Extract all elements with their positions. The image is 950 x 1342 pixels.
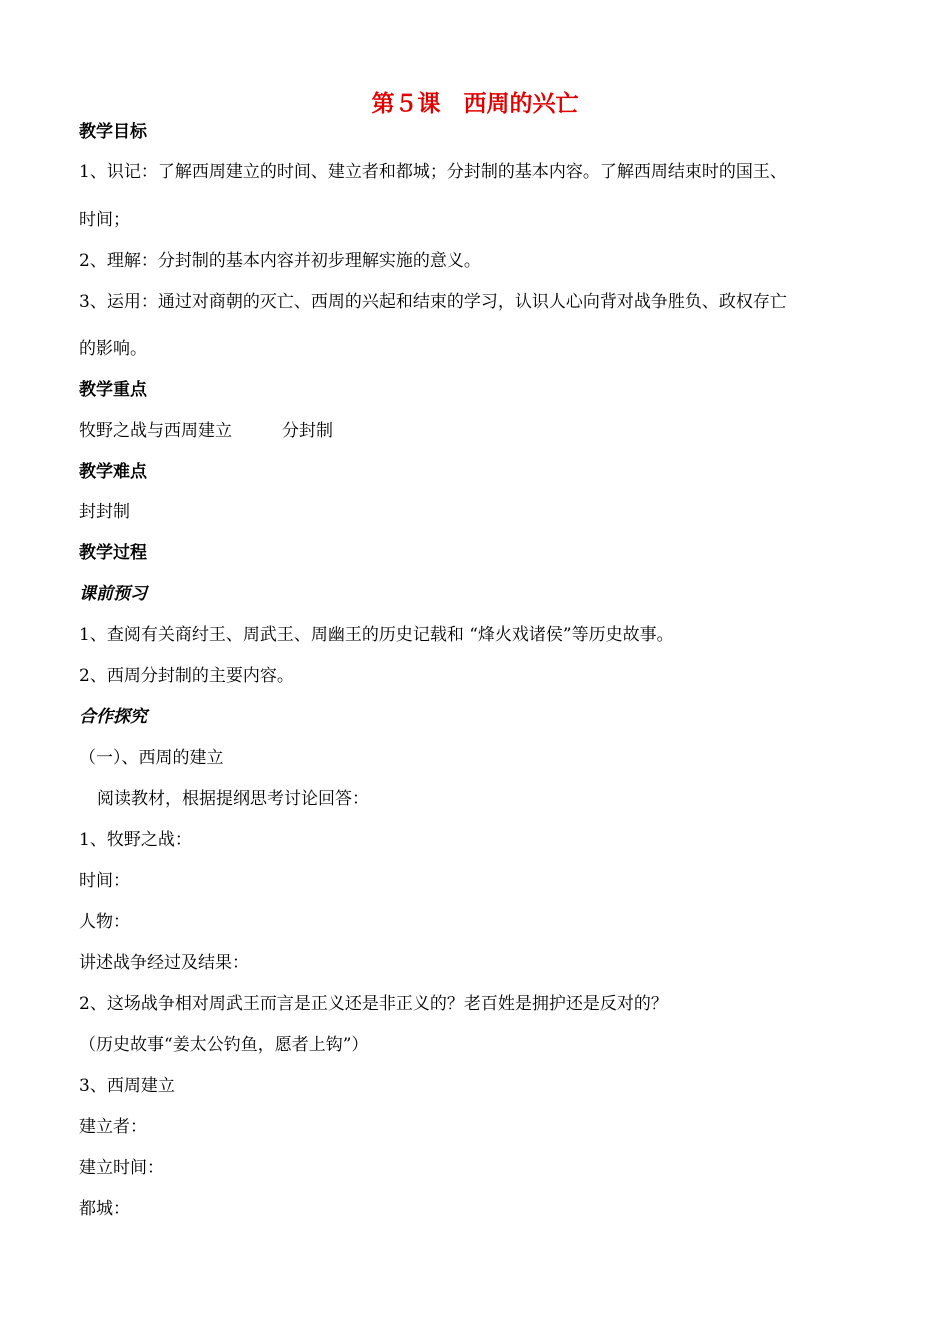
preview-item-1: 1、查阅有关商纣王、周武王、周幽王的历史记载和 “烽火戏诸侯”等历史故事。 [79, 625, 674, 645]
objective-3-line-1: 3、运用：通过对商朝的灭亡、西周的兴起和结束的学习，认识人心向背对战争胜负、政权存亡 [79, 292, 787, 312]
preview-item-2: 2、西周分封制的主要内容。 [79, 666, 294, 686]
objective-2: 2、理解：分封制的基本内容并初步理解实施的意义。 [79, 251, 481, 271]
question-3: 3、西周建立 [79, 1076, 175, 1096]
question-1: 1、牧野之战： [79, 830, 192, 850]
question-1-narrate: 讲述战争经过及结果： [79, 953, 249, 973]
process-heading: 教学过程 [79, 543, 147, 563]
objectives-heading: 教学目标 [79, 122, 147, 142]
question-3-founder: 建立者： [79, 1117, 147, 1137]
key-point-2: 分封制 [282, 421, 333, 441]
objective-3-line-2: 的影响。 [79, 339, 147, 359]
question-3-time: 建立时间： [79, 1158, 164, 1178]
key-points-heading: 教学重点 [79, 380, 147, 400]
key-points-line [79, 420, 333, 442]
difficulty-heading: 教学难点 [79, 462, 147, 482]
objective-1-line-2: 时间； [79, 210, 130, 230]
question-1-people: 人物： [79, 912, 130, 932]
question-3-capital: 都城： [79, 1199, 130, 1219]
preview-heading: 课前预习 [79, 584, 147, 604]
key-point-1: 牧野之战与西周建立 [79, 421, 232, 441]
difficulty-text: 封封制 [79, 502, 130, 522]
question-2: 2、这场战争相对周武王而言是正义还是非正义的？老百姓是拥护还是反对的？ [79, 994, 668, 1014]
section-1-title: （一）、西周的建立 [79, 748, 224, 768]
question-2-story: （历史故事“姜太公钓鱼，愿者上钩”） [79, 1035, 369, 1055]
explore-heading: 合作探究 [79, 707, 147, 727]
lesson-title: 第５课 西周的兴亡 [371, 91, 579, 117]
objective-1-line-1: 1、识记：了解西周建立的时间、建立者和都城；分封制的基本内容。了解西周结束时的国王、 [79, 162, 787, 182]
question-1-time: 时间： [79, 871, 130, 891]
reading-instruction: 阅读教材，根据提纲思考讨论回答： [97, 789, 369, 809]
